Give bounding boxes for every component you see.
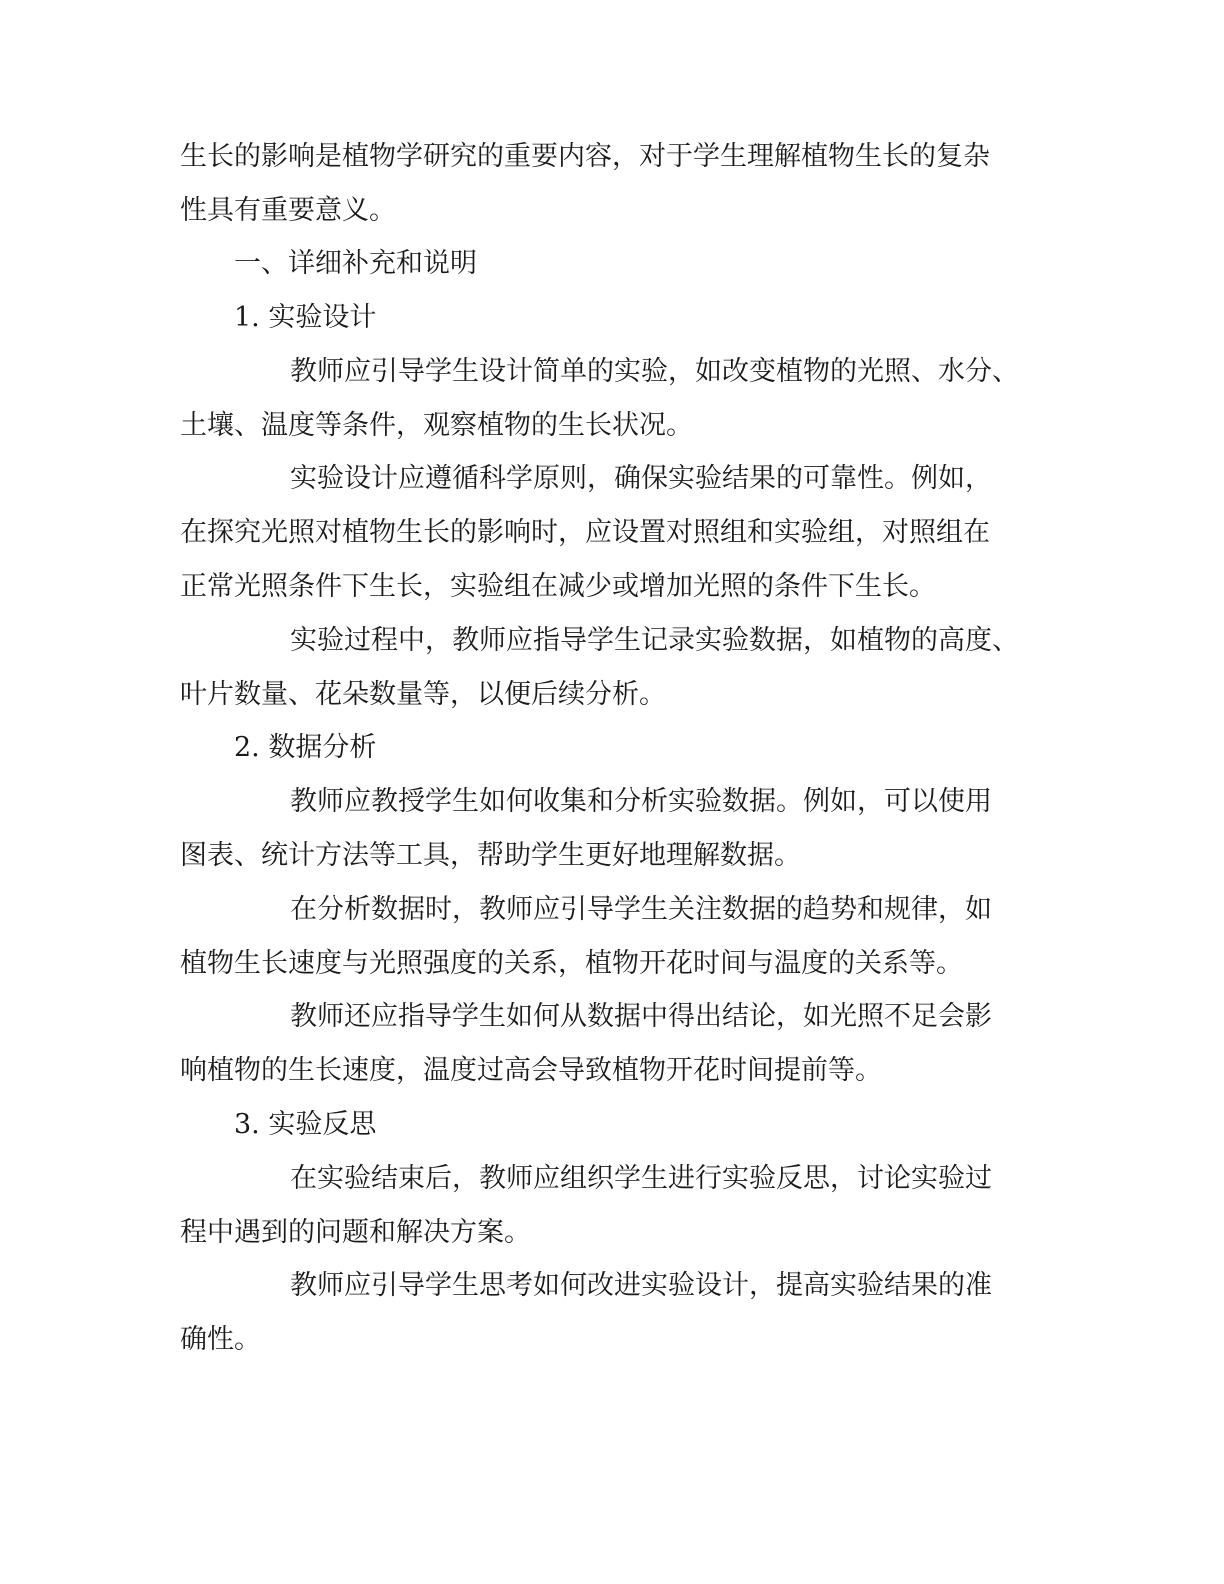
section-heading: 一、详细补充和说明 (234, 248, 477, 279)
body-text-line: 土壤、温度等条件，观察植物的生长状况。 (180, 410, 693, 441)
body-text-line: 植物生长速度与光照强度的关系，植物开花时间与温度的关系等。 (180, 948, 963, 979)
body-text-line: 教师应引导学生设计简单的实验，如改变植物的光照、水分、 (290, 356, 1019, 387)
body-text-line: 在实验结束后，教师应组织学生进行实验反思，讨论实验过 (290, 1163, 992, 1194)
subsection-heading: 2. 数据分析 (234, 732, 377, 763)
body-text-line: 正常光照条件下生长，实验组在减少或增加光照的条件下生长。 (180, 571, 936, 602)
body-text-line: 性具有重要意义。 (180, 195, 396, 226)
body-text-line: 图表、统计方法等工具，帮助学生更好地理解数据。 (180, 840, 801, 871)
body-text-line: 教师应教授学生如何收集和分析实验数据。例如，可以使用 (290, 786, 992, 817)
body-text-line: 叶片数量、花朵数量等，以便后续分析。 (180, 679, 666, 710)
subsection-heading: 3. 实验反思 (234, 1109, 377, 1140)
body-text-line: 程中遇到的问题和解决方案。 (180, 1217, 531, 1248)
body-text-line: 生长的影响是植物学研究的重要内容，对于学生理解植物生长的复杂 (180, 141, 990, 172)
subsection-heading: 1. 实验设计 (234, 302, 377, 333)
body-text-line: 在探究光照对植物生长的影响时，应设置对照组和实验组，对照组在 (180, 517, 990, 548)
body-text-line: 教师还应指导学生如何从数据中得出结论，如光照不足会影 (290, 1001, 992, 1032)
body-text-line: 在分析数据时，教师应引导学生关注数据的趋势和规律，如 (290, 894, 992, 925)
body-text-line: 确性。 (180, 1324, 261, 1355)
body-text-line: 教师应引导学生思考如何改进实验设计，提高实验结果的准 (290, 1270, 992, 1301)
body-text-line: 响植物的生长速度，温度过高会导致植物开花时间提前等。 (180, 1055, 882, 1086)
body-text-line: 实验过程中，教师应指导学生记录实验数据，如植物的高度、 (290, 625, 1019, 656)
body-text-line: 实验设计应遵循科学原则，确保实验结果的可靠性。例如， (290, 463, 992, 494)
